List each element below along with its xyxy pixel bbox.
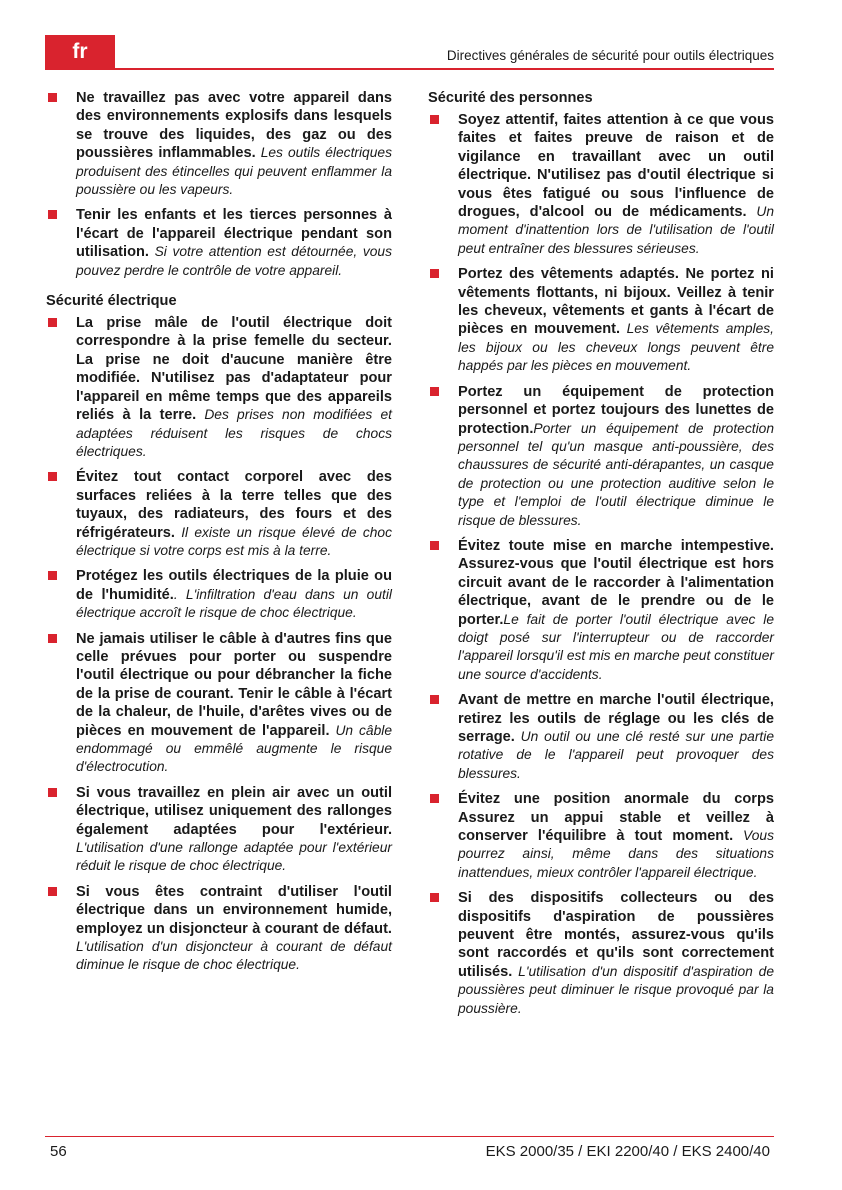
bullet-icon [430,269,439,278]
list-item [428,537,774,684]
item-italic-text: L'utilisation d'un dispositif d'aspiration de poussières peut diminuer le risque provoqué par la poussière. [458,963,774,1016]
item-bold-text: Soyez attentif, faites attention à ce que vous faites et faites preuve de raison et de vigilance en travaillant avec un outil électrique. N'utilisez pas d'outil électrique si vous êtes fatigué ou sous l'influence de drogues, d'alcool ou de médicaments. [458,112,774,221]
list-item [46,314,392,461]
left-intro-list [46,89,392,280]
bullet-icon [48,788,57,797]
item-bold-text: Évitez une position anormale du corps Assurez un appui stable et veillez à conserver l'équilibre à tout moment. [458,791,774,845]
item-italic-text: Vous pourrez ainsi, même dans des situations inattendues, mieux contrôler l'appareil électrique. [458,828,774,880]
item-bold-text: Portez un équipement de protection personnel et portez toujours des lunettes de protection. [458,383,774,437]
item-italic-text: Un outil ou une clé resté sur une partie rotative de le l'appareil peut provoquer des blessures. [458,729,774,781]
bullet-icon [430,893,439,902]
bullet-icon [430,115,439,124]
header-divider [45,68,774,70]
page-number: 56 [50,1143,67,1160]
right-column [428,89,774,1025]
electrical-safety-list [46,314,392,975]
bullet-icon [48,210,57,219]
list-item [46,630,392,777]
item-bold-text: Évitez toute mise en marche intempestive. Assurez-vous que l'outil électrique est hors circuit avant de le raccorder à l'alimentation électrique, avant de le prendre ou de le porter. [458,537,774,628]
bullet-icon [48,887,57,896]
list-item [46,567,392,622]
bullet-icon [48,318,57,327]
item-italic-text: Un moment d'inattention lors de l'utilisation de l'outil peut entraîner des blessures sérieuses. [458,204,774,256]
bullet-icon [430,387,439,396]
list-item [46,883,392,975]
item-bold-text: Ne jamais utiliser le câble à d'autres fins que celle prévues pour porter ou suspendre l'outil électrique ou pour débrancher la fiche de la prise de courant. Tenir le câble à l'écart de la chaleur, de l'huile, d'arêtes vives ou de pièces en mouvement de l'appareil. [76,630,392,739]
item-bold-text: Portez des vêtements adaptés. Ne portez ni vêtements flottants, ni bijoux. Veillez à tenir les cheveux, vêtements et gants à l'écart de pièces en mouvement. [458,266,774,338]
item-italic-text: Il existe un risque élevé de choc électrique si votre corps est mis à la terre. [76,524,392,558]
header-title: Directives générales de sécurité pour outils électriques [446,48,774,63]
bullet-icon [430,541,439,550]
list-item [428,790,774,882]
bullet-icon [48,571,57,580]
item-italic-text: L'utilisation d'un disjoncteur à courant de défaut diminue le risque de choc électrique. [76,939,392,973]
list-item [46,784,392,876]
item-italic-text: Les vêtements amples, les bijoux ou les cheveux longs peuvent être happés par les pièces en mouvement. [458,321,774,374]
section-title-electrical-safety: Sécurité électrique [46,293,177,310]
item-italic-text: Si votre attention est détournée, vous pouvez perdre le contrôle de votre appareil. [76,244,392,278]
bullet-icon [48,472,57,481]
list-item [46,206,392,280]
footer-divider [45,1136,774,1137]
item-bold-text: Si vous êtes contraint d'utiliser l'outil électrique dans un environnement humide, employez un disjoncteur à courant de défaut. [76,883,392,937]
list-item [428,889,774,1018]
item-bold-text: Ne travaillez pas avec votre appareil dans des environnements explosifs dans lesquels se trouve des liquides, des gaz ou des poussières inflammables. [76,90,392,162]
list-item [428,383,774,530]
item-bold-text: Si des dispositifs collecteurs ou des dispositifs d'aspiration de poussières peuvent être montés, assurez-vous qu'ils sont raccordés et qu'ils sont correctement utilisés. [458,890,774,980]
list-item [428,265,774,375]
item-bold-text: Si vous travaillez en plein air avec un outil électrique, utilisez uniquement des rallonges également adaptées pour l'extérieur. [76,784,392,838]
left-column [46,89,392,982]
item-italic-text: Les outils électriques produisent des étincelles qui peuvent enflammer la poussière ou les vapeurs. [76,145,392,198]
item-italic-text: Porter un équipement de protection personnel tel qu'un masque anti-poussière, des chaussures de sécurité anti-dérapantes, un casque de protection ou une protection auditive selon le type et l'emploi de l'outil électrique diminue le risque de blessures. [458,420,774,528]
bullet-icon [48,634,57,643]
item-italic-text: . L'infiltration d'eau dans un outil électrique accroît le risque de choc électrique. [76,586,392,621]
item-bold-text: Avant de mettre en marche l'outil électrique, retirez les outils de réglage ou les clés de serrage. [458,692,774,745]
item-italic-text: Des prises non modifiées et adaptées réduisent les risques de chocs électriques. [76,407,392,459]
section-title-personal-safety: Sécurité des personnes [428,90,593,106]
bullet-icon [430,794,439,803]
list-item [428,111,774,258]
item-italic-text: Un câble endommagé ou emmêlé augmente le risque d'électrocution. [76,722,392,775]
bullet-icon [430,695,439,704]
item-bold-text: Évitez tout contact corporel avec des surfaces reliées à la terre telles que des tuyaux, des radiateurs, des fours et des réfrigérateurs. [76,469,392,541]
item-italic-text: L'utilisation d'une rallonge adaptée pour l'extérieur réduit le risque de choc électrique. [76,840,392,874]
list-item [46,89,392,199]
model-names: EKS 2000/35 / EKI 2200/40 / EKS 2400/40 [485,1143,770,1160]
personal-safety-list [428,111,774,1018]
item-bold-text: Tenir les enfants et les tierces personnes à l'écart de l'appareil électrique pendant son utilisation. [76,207,392,261]
bullet-icon [48,93,57,102]
item-italic-text: Le fait de porter l'outil électrique avec le doigt posé sur l'interrupteur ou de raccorder l'appareil lorsqu'il est mis en marche peut constituer une source d'accidents. [458,611,774,682]
list-item [46,468,392,560]
language-tab: fr [45,35,115,68]
item-bold-text: Protégez les outils électriques de la pluie ou de l'humidité. [76,568,392,603]
item-bold-text: La prise mâle de l'outil électrique doit correspondre à la prise femelle du secteur. La prise ne doit d'aucune manière être modifiée. N'utilisez pas d'adaptateur pour l'appareil en même temps que des appareils reliés à la terre. [76,315,392,424]
list-item [428,691,774,783]
